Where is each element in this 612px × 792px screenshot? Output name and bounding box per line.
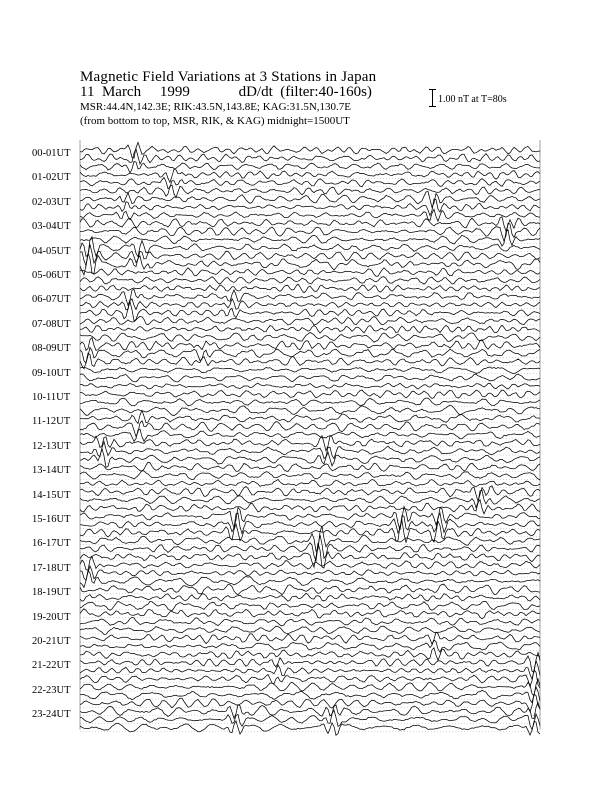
trace-MSR (80, 500, 540, 514)
trace-RIK (80, 245, 540, 266)
trace-KAG (80, 486, 540, 501)
hour-label: 23-24UT (32, 709, 71, 721)
hour-label: 20-21UT (32, 636, 71, 647)
trace-KAG (80, 316, 540, 325)
hour-label: 14-15UT (32, 489, 71, 501)
trace-KAG (80, 557, 540, 571)
station-order-note: (from bottom to top, MSR, RIK, & KAG) midnight=1500UT (80, 115, 350, 127)
trace-MSR (80, 405, 540, 416)
hour-label: 01-02UT (32, 172, 71, 184)
hour-label: 02-03UT (32, 196, 71, 208)
scale-label: 1.00 nT at T=80s (438, 94, 507, 105)
trace-KAG (80, 609, 540, 619)
trace-RIK (80, 325, 540, 333)
hour-label: 07-08UT (32, 318, 71, 330)
trace-RIK (80, 593, 540, 601)
trace-RIK (80, 199, 540, 216)
trace-KAG (80, 143, 540, 159)
hour-label: 06-07UT (32, 294, 71, 306)
station-coordinates: MSR:44.4N,142.3E; RIK:43.5N,143.8E; KAG:31.5N,130.7E (80, 101, 352, 113)
trace-RIK (80, 471, 540, 480)
hour-label: 17-18UT (32, 562, 71, 574)
trace-MSR (80, 332, 540, 342)
hour-label: 22-23UT (32, 684, 71, 696)
trace-KAG (80, 506, 540, 530)
trace-MSR (80, 449, 540, 468)
trace-MSR (80, 353, 540, 369)
hour-label: 19-20UT (32, 611, 71, 623)
trace-KAG (80, 217, 540, 231)
hour-label: 00-01UT (32, 148, 71, 159)
trace-MSR (80, 626, 540, 634)
trace-RIK (80, 277, 540, 284)
trace-MSR (80, 694, 540, 712)
trace-RIK (80, 661, 540, 679)
chart-title: Magnetic Field Variations at 3 Stations in Japan (80, 69, 377, 85)
trace-KAG (80, 338, 540, 351)
trace-KAG (80, 390, 540, 398)
hour-label: 13-14UT (32, 465, 71, 477)
trace-KAG (80, 237, 540, 257)
trace-MSR (80, 543, 540, 568)
trace-KAG (80, 268, 540, 277)
hour-label: 04-05UT (32, 245, 71, 257)
hour-label: 10-11UT (32, 392, 71, 403)
trace-KAG (80, 289, 540, 305)
trace-RIK (80, 513, 540, 533)
trace-MSR (80, 601, 540, 610)
hour-label: 12-13UT (32, 440, 71, 452)
hour-label: 15-16UT (32, 514, 71, 525)
trace-MSR (80, 284, 540, 293)
hour-label: 03-04UT (32, 221, 71, 233)
hour-label: 11-12UT (32, 416, 71, 428)
hour-label: 05-06UT (32, 270, 71, 281)
trace-MSR (80, 162, 540, 174)
trace-KAG (80, 410, 540, 423)
trace-KAG (80, 584, 540, 595)
hour-label: 16-17UT (32, 538, 71, 550)
trace-RIK (80, 374, 540, 382)
hour-label: 09-10UT (32, 367, 71, 379)
trace-RIK (80, 177, 540, 188)
trace-MSR (80, 480, 540, 487)
trace-MSR (80, 521, 540, 543)
trace-KAG (80, 462, 540, 471)
trace-MSR (80, 383, 540, 389)
trace-KAG (80, 702, 540, 718)
hour-label: 18-19UT (32, 587, 71, 599)
trace-KAG (80, 367, 540, 374)
hour-label: 08-09UT (32, 343, 71, 355)
trace-RIK (80, 617, 540, 626)
hour-label: 21-22UT (32, 660, 71, 672)
trace-KAG (80, 526, 540, 551)
trace-RIK (80, 398, 540, 406)
trace-MSR (80, 721, 540, 735)
trace-KAG (80, 169, 540, 182)
trace-MSR (80, 185, 540, 198)
chart-date-line: 11 March 1999 dD/dt (filter:40-160s) (80, 84, 372, 100)
trace-RIK (80, 223, 540, 241)
